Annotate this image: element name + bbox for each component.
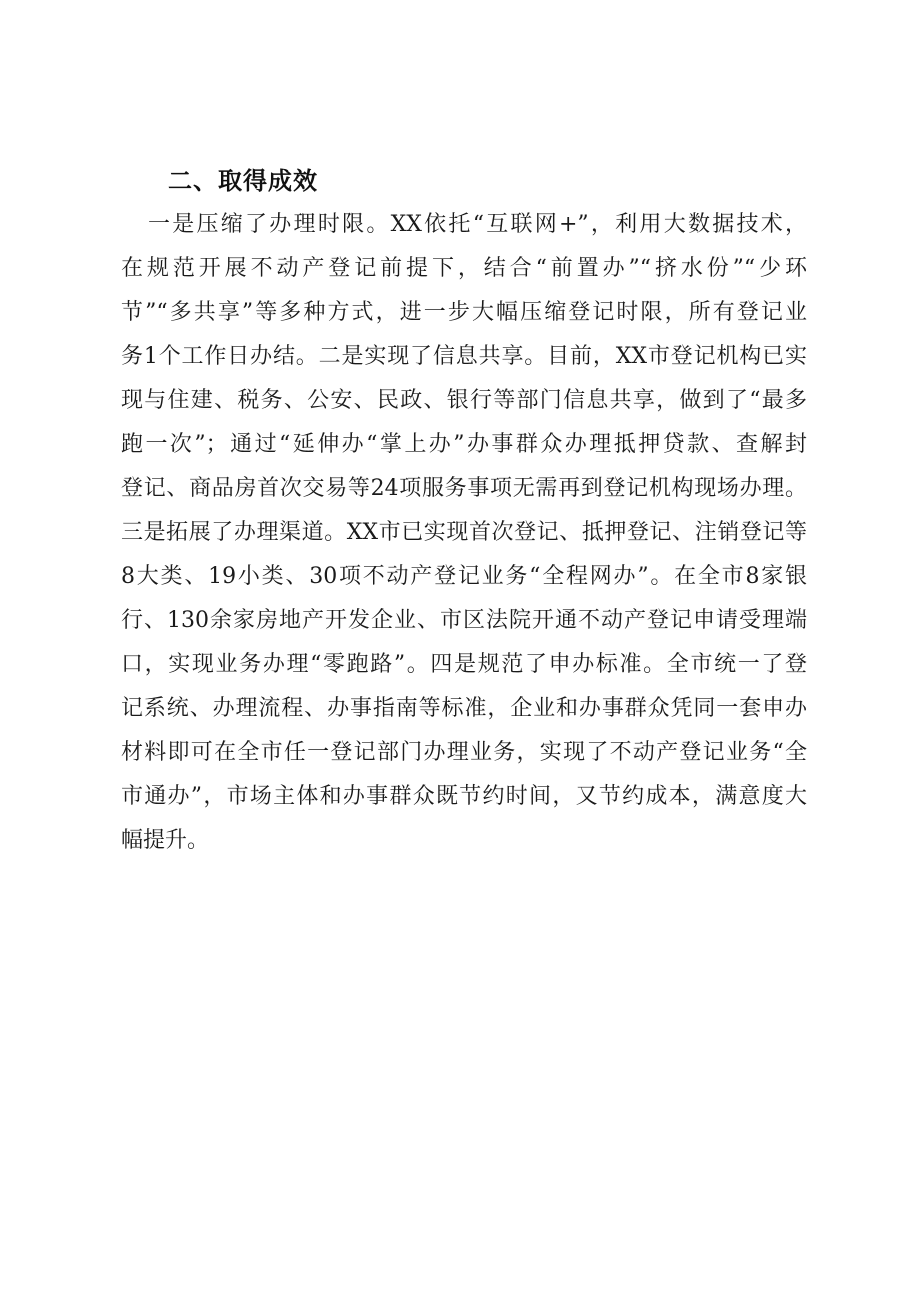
- section-heading: 二、取得成效: [168, 167, 318, 195]
- paragraph-line-15: 幅提升。: [121, 828, 210, 853]
- paragraph-line-3: 节”“多共享”等多种方式，进一步大幅压缩登记时限，所有登记业: [121, 300, 807, 325]
- paragraph-line-14: 市通办”，市场主体和办事群众既节约时间，又节约成本，满意度大: [121, 784, 807, 809]
- paragraph-line-7: 登记、商品房首次交易等24项服务事项无需再到登记机构现场办理。: [121, 476, 807, 501]
- paragraph-line-12: 记系统、办理流程、办事指南等标准，企业和办事群众凭同一套申办: [121, 696, 807, 721]
- paragraph-line-11: 口，实现业务办理“零跑路”。四是规范了申办标准。全市统一了登: [121, 652, 807, 677]
- paragraph-line-8: 三是拓展了办理渠道。XX市已实现首次登记、抵押登记、注销登记等: [121, 520, 807, 545]
- paragraph-line-5: 现与住建、税务、公安、民政、银行等部门信息共享，做到了“最多: [121, 388, 807, 413]
- paragraph-line-1: 一是压缩了办理时限。XX依托“互联网+”，利用大数据技术，: [148, 212, 807, 237]
- paragraph-line-6: 跑一次”；通过“延伸办“掌上办”办事群众办理抵押贷款、查解封: [121, 432, 807, 457]
- paragraph-line-13: 材料即可在全市任一登记部门办理业务，实现了不动产登记业务“全: [121, 740, 807, 765]
- paragraph-line-4: 务1个工作日办结。二是实现了信息共享。目前，XX市登记机构已实: [121, 344, 807, 369]
- paragraph-line-2: 在规范开展不动产登记前提下，结合“前置办”“挤水份”“少环: [121, 256, 807, 281]
- paragraph-line-9: 8大类、19小类、30项不动产登记业务“全程网办”。在全市8家银: [121, 564, 807, 589]
- paragraph-line-10: 行、130余家房地产开发企业、市区法院开通不动产登记申请受理端: [121, 608, 807, 633]
